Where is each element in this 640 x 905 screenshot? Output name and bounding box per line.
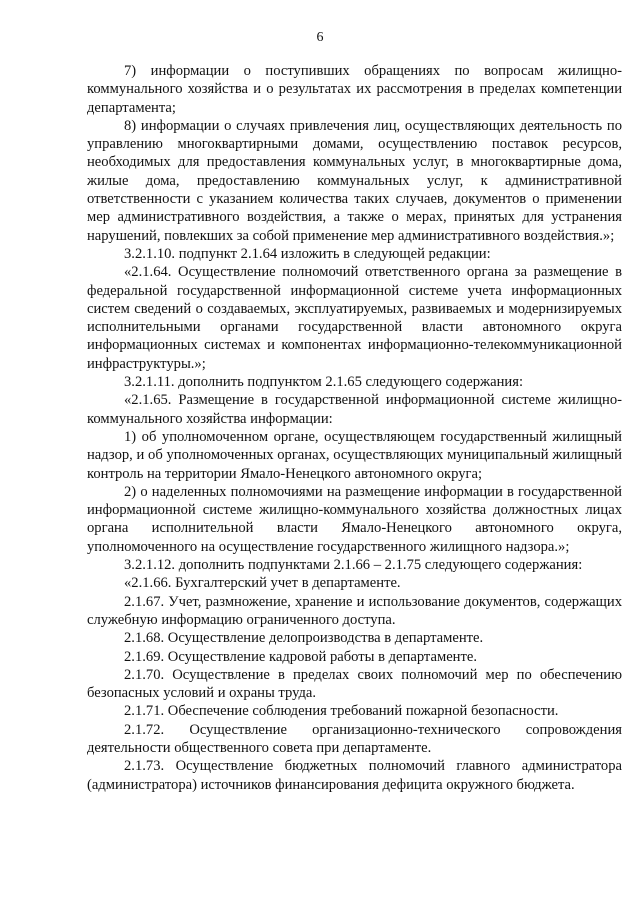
- paragraph-item-8: 8) информации о случаях привлечения лиц, осуществляющих деятельность по управлению многоквартирными домами, осуществлению поставок ресурсов, необходимых для предоставления коммунальных услуг, в многоквартирные дома, жилые дома, предоставлению коммунальных услуг, к административной ответственности с указанием количества таких случаев, документов о применении мер административного воздействия, а также о мерах, принятых для устранения нарушений, повлекших за собой применение мер административного воздействия.»;: [87, 117, 622, 244]
- paragraph-2-1-70: 2.1.70. Осуществление в пределах своих полномочий мер по обеспечению безопасных условий и охраны труда.: [87, 666, 622, 702]
- document-body: [87, 62, 622, 794]
- paragraph-2-1-65-item-1: 1) об уполномоченном органе, осуществляющем государственный жилищный надзор, и об уполномоченных органах, осуществляющих муниципальный жилищный контроль на территории Ямало-Ненецкого автономного округа;: [87, 428, 622, 482]
- paragraph-3-2-1-12: 3.2.1.12. дополнить подпунктами 2.1.66 – 2.1.75 следующего содержания:: [124, 557, 583, 574]
- page-number: 6: [316, 30, 324, 45]
- paragraph-2-1-65: «2.1.65. Размещение в государственной информационной системе жилищно-коммунального хозяйства информации:: [87, 392, 622, 427]
- paragraph-3-2-1-10: 3.2.1.10. подпункт 2.1.64 изложить в следующей редакции:: [124, 245, 491, 262]
- paragraph-2-1-72: 2.1.72. Осуществление организационно-технического сопровождения деятельности общественного совета при департаменте.: [87, 721, 622, 756]
- paragraph-2-1-71: 2.1.71. Обеспечение соблюдения требований пожарной безопасности.: [124, 703, 559, 720]
- paragraph-2-1-69: 2.1.69. Осуществление кадровой работы в департаменте.: [124, 648, 477, 665]
- paragraph-2-1-66: «2.1.66. Бухгалтерский учет в департаменте.: [124, 575, 401, 592]
- paragraph-2-1-64: «2.1.64. Осуществление полномочий ответственного органа за размещение в федеральной государственной информационной системе учета информационных систем сведений о создаваемых, эксплуатируемых, развиваемых и модернизируемых исполнительными органами государственной власти автономного округа информационных системах и компонентах информационно-телекоммуникационной инфраструктуры.»;: [87, 264, 622, 372]
- paragraph-3-2-1-11: 3.2.1.11. дополнить подпунктом 2.1.65 следующего содержания:: [124, 374, 524, 391]
- paragraph-2-1-73: 2.1.73. Осуществление бюджетных полномочий главного администратора (администратора) источников финансирования дефицита окружного бюджета.: [87, 758, 622, 793]
- paragraph-item-7: 7) информации о поступивших обращениях по вопросам жилищно-коммунального хозяйства и о результатах их рассмотрения в пределах компетенции департамента;: [87, 63, 622, 116]
- paragraph-2-1-67: 2.1.67. Учет, размножение, хранение и использование документов, содержащих служебную информацию ограниченного доступа.: [87, 593, 622, 628]
- paragraph-2-1-68: 2.1.68. Осуществление делопроизводства в департаменте.: [124, 630, 484, 647]
- paragraph-2-1-65-item-2: 2) о наделенных полномочиями на размещение информации в государственной информационной системе жилищно-коммунального хозяйства должностных лицах органа исполнительной власти Ямало-Ненецкого автономного округа, уполномоченного на осуществление государственного жилищного надзора.»;: [87, 483, 622, 555]
